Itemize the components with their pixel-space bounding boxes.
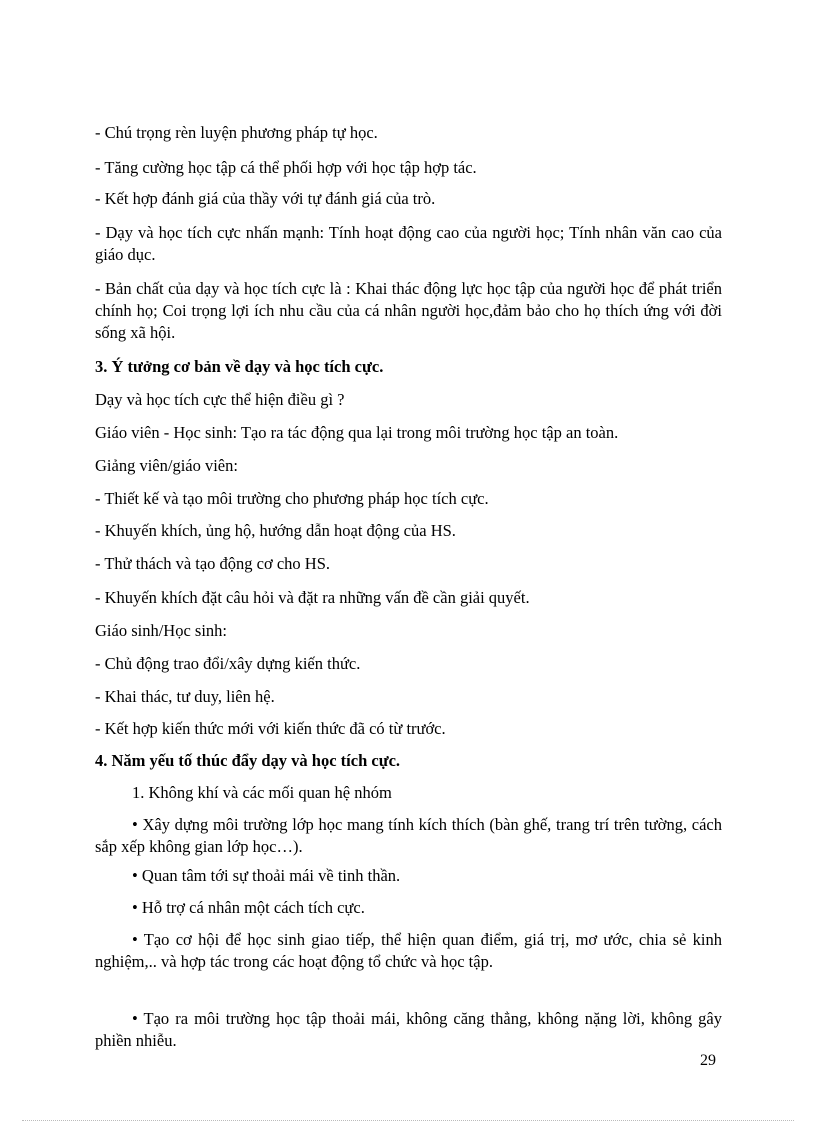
- list-item: - Khai thác, tư duy, liên hệ.: [95, 687, 275, 706]
- section-heading: 3. Ý tưởng cơ bản về dạy và học tích cực.: [95, 357, 384, 376]
- bullet-item: • Tạo ra môi trường học tập thoải mái, không căng thẳng, không nặng lời, không gây phiền nhiễu.: [95, 1009, 722, 1050]
- bullet-item: • Quan tâm tới sự thoải mái về tinh thần.: [132, 866, 401, 885]
- list-item: - Thử thách và tạo động cơ cho HS.: [95, 554, 331, 573]
- page-number: 29: [700, 1052, 716, 1069]
- list-item: - Khuyến khích đặt câu hỏi và đặt ra những vấn đề cần giải quyết.: [95, 588, 530, 607]
- bullet-item: • Tạo cơ hội để học sinh giao tiếp, thể hiện quan điểm, giá trị, mơ ước, chia sẻ kinh nghiệm,.. và hợp tác trong các hoạt động tổ chức và học tập.: [95, 930, 722, 971]
- paragraph: - Chú trọng rèn luyện phương pháp tự học.: [95, 123, 378, 142]
- bullet-item: • Hỗ trợ cá nhân một cách tích cực.: [132, 898, 365, 917]
- paragraph: - Tăng cường học tập cá thể phối hợp với học tập hợp tác.: [95, 158, 477, 177]
- paragraph: Giảng viên/giáo viên:: [95, 456, 238, 475]
- paragraph: - Dạy và học tích cực nhấn mạnh: Tính hoạt động cao của người học; Tính nhân văn cao của giáo dục.: [95, 223, 722, 264]
- paragraph: - Bản chất của dạy và học tích cực là : Khai thác động lực học tập của người học để phát triển chính họ; Coi trọng lợi ích nhu cầu của cá nhân người học,đảm bảo cho họ thích ứng với đời sống xã hội.: [95, 279, 722, 342]
- list-item: - Chủ động trao đổi/xây dựng kiến thức.: [95, 654, 361, 673]
- paragraph: Giáo sinh/Học sinh:: [95, 621, 227, 640]
- page-bottom-divider: [22, 1120, 794, 1121]
- paragraph: Dạy và học tích cực thể hiện điều gì ?: [95, 390, 345, 409]
- paragraph: Giáo viên - Học sinh: Tạo ra tác động qua lại trong môi trường học tập an toàn.: [95, 423, 619, 442]
- list-item: - Thiết kế và tạo môi trường cho phương pháp học tích cực.: [95, 489, 489, 508]
- section-heading: 4. Năm yếu tố thúc đẩy dạy và học tích cực.: [95, 751, 401, 770]
- sub-heading: 1. Không khí và các mối quan hệ nhóm: [132, 783, 392, 802]
- list-item: - Khuyến khích, ủng hộ, hướng dẫn hoạt động của HS.: [95, 521, 456, 540]
- list-item: - Kết hợp kiến thức mới với kiến thức đã có từ trước.: [95, 719, 446, 738]
- paragraph: - Kết hợp đánh giá của thầy với tự đánh giá của trò.: [95, 189, 436, 208]
- bullet-item: • Xây dựng môi trường lớp học mang tính kích thích (bàn ghế, trang trí trên tường, cách sắp xếp không gian lớp học…).: [95, 815, 722, 856]
